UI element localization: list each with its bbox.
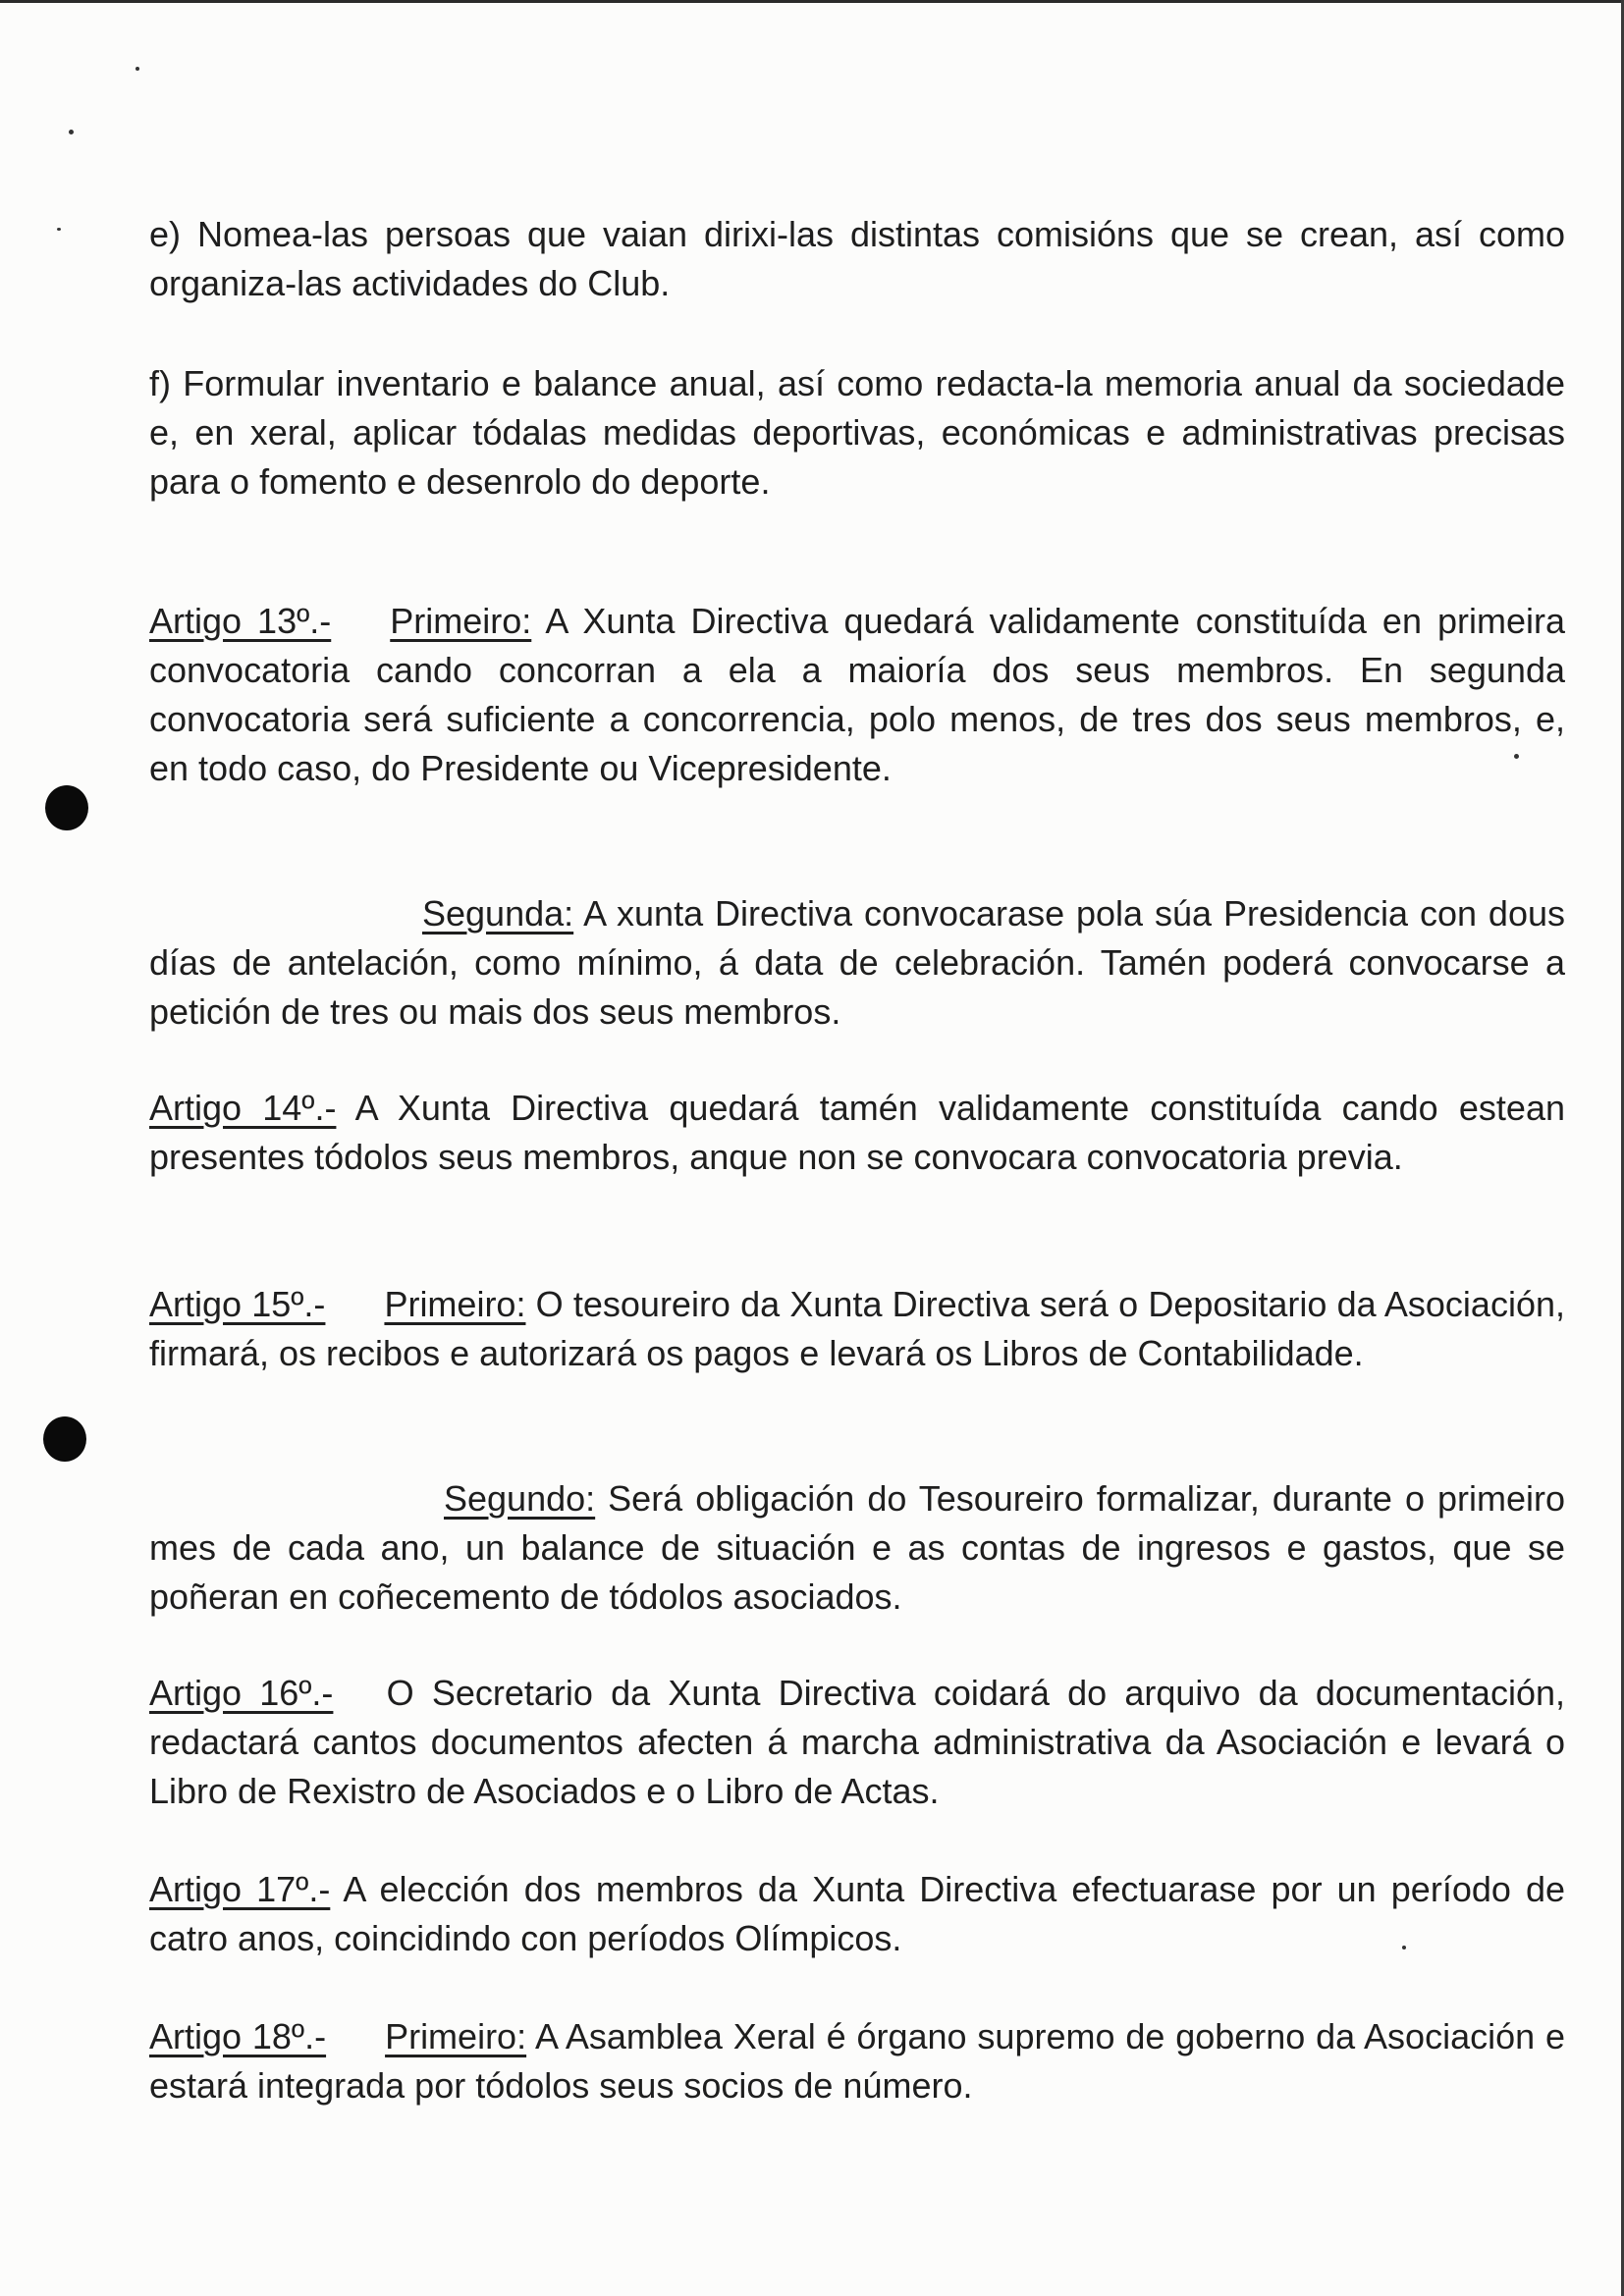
article-13-sub1-text: A Xunta Directiva quedará validamente constituída en primeira convocatoria cando concorran a ela a maioría dos seus membros. En segunda convocatoria será suficiente a concorrencia, polo menos, de tres dos seus membros, e, en todo caso, do Presidente ou Vicepresidente. (149, 601, 1566, 788)
article-18-heading: Artigo 18º.- (149, 2016, 327, 2056)
article-15-primeiro (149, 1280, 1565, 1378)
scan-speck (135, 67, 139, 71)
scan-speck (57, 228, 61, 231)
article-15-sub1-text: O tesoureiro da Xunta Directiva será o Depositario da Asociación, firmará, os recibos e autorizará os pagos e levará os Libros de Contabilidade. (149, 1284, 1565, 1373)
article-15-heading: Artigo 15º.- (149, 1284, 326, 1324)
scan-speck (69, 130, 74, 134)
article-17-text: A elección dos membros da Xunta Directiva efectuarase por un período de catro anos, coincidindo con períodos Olímpicos. (149, 1869, 1566, 1958)
list-item-f (149, 359, 1565, 507)
article-13-sub2-label: Segunda: (422, 893, 574, 934)
article-18-sub1-label: Primeiro: (385, 2016, 527, 2056)
article-15-sub2-text: Será obligación do Tesoureiro formalizar, durante o primeiro mes de cada ano, un balance de situación e as contas de ingresos e gastos, que se poñeran en coñecemento de tódolos asociados. (149, 1478, 1565, 1617)
article-16-text: O Secretario da Xunta Directiva coidará do arquivo da documentación, redactará cantos documentos afecten á marcha administrativa da Asociación e levará o Libro de Rexistro de Asociados e o Libro de Actas. (149, 1673, 1565, 1811)
article-15-sub2-label: Segundo: (444, 1478, 596, 1519)
list-item-e-text: e) Nomea-las persoas que vaian dirixi-las distintas comisións que se crean, así como organiza-las actividades do Club. (149, 214, 1565, 303)
article-16-heading: Artigo 16º.- (149, 1673, 334, 1713)
article-13-segunda (149, 889, 1565, 1037)
punch-hole (45, 785, 88, 830)
article-16 (149, 1669, 1565, 1816)
article-17-heading: Artigo 17º.- (149, 1869, 331, 1909)
article-14-text: A Xunta Directiva quedará tamén validamente constituída cando estean presentes tódolos seus membros, anque non se convocara convocatoria previa. (149, 1088, 1565, 1177)
scan-top-edge (0, 0, 1624, 3)
article-18-sub1-text: A Asamblea Xeral é órgano supremo de goberno da Asociación e estará integrada por tódolos seus socios de número. (149, 2016, 1565, 2106)
article-13-primeiro (149, 597, 1565, 793)
article-15-sub1-label: Primeiro: (384, 1284, 526, 1324)
list-item-e (149, 210, 1565, 308)
article-13-heading: Artigo 13º.- (149, 601, 332, 641)
article-18-primeiro (149, 2012, 1565, 2110)
article-14 (149, 1084, 1565, 1182)
article-13-sub2-text: A xunta Directiva convocarase pola súa Presidencia con dous días de antelación, como mínimo, á data de celebración. Tamén poderá convocarse a petición de tres ou mais dos seus membros. (149, 893, 1565, 1032)
article-15-segundo (149, 1474, 1565, 1622)
article-13-sub1-label: Primeiro: (390, 601, 532, 641)
article-17 (149, 1865, 1565, 1963)
list-item-f-text: f) Formular inventario e balance anual, así como redacta-la memoria anual da sociedade e, en xeral, aplicar tódalas medidas deportivas, económicas e administrativas precisas para o fomento e desenrolo do deporte. (149, 363, 1565, 502)
punch-hole (43, 1416, 86, 1462)
article-14-heading: Artigo 14º.- (149, 1088, 337, 1128)
